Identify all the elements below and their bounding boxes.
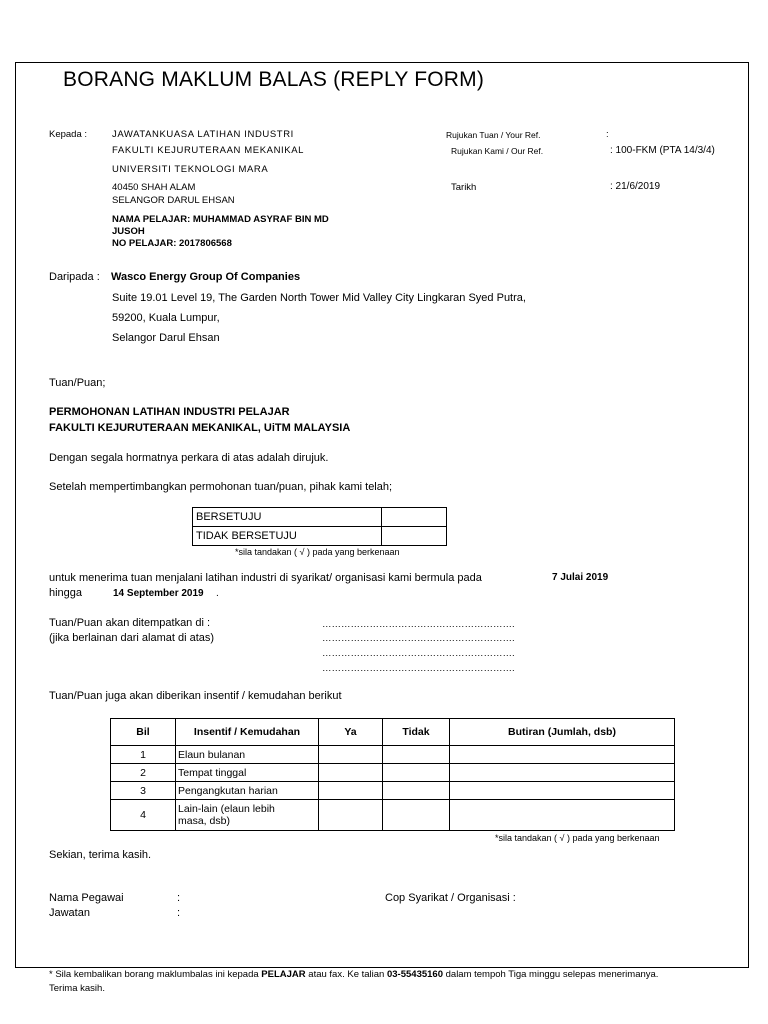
tidak-cell[interactable] <box>383 746 450 764</box>
recipient-line-5: SELANGOR DARUL EHSAN <box>112 195 235 206</box>
header-incentive: Insentif / Kemudahan <box>176 719 319 746</box>
decision-table <box>192 507 447 546</box>
placement-dots-2[interactable]: ……………………………………………………. <box>322 633 515 644</box>
table-row <box>111 764 675 782</box>
footer-middle: atau fax. Ke talian <box>308 969 385 980</box>
sender-address-2: 59200, Kuala Lumpur, <box>112 312 220 324</box>
recipient-label: Kepada : <box>49 129 88 140</box>
table-row <box>111 800 675 831</box>
date-label: Tarikh <box>451 182 477 193</box>
period-text: untuk menerima tuan menjalani latihan industri di syarikat/ organisasi kami bermula pada <box>49 572 482 584</box>
subject-line-2: FAKULTI KEJURUTERAAN MEKANIKAL, UiTM MALAYSIA <box>49 422 351 434</box>
position-label: Jawatan <box>49 907 90 919</box>
our-ref-value: : 100-FKM (PTA 14/3/4) <box>610 145 715 156</box>
our-ref-label: Rujukan Kami / Our Ref. <box>451 146 544 156</box>
footer-prefix: * Sila kembalikan borang maklumbalas ini kepada <box>49 969 259 980</box>
until-label: hingga <box>49 587 83 599</box>
placement-label: Tuan/Puan akan ditempatkan di : <box>49 617 211 629</box>
header-ya: Ya <box>319 719 383 746</box>
sender-address-3: Selangor Darul Ehsan <box>112 332 220 344</box>
placement-note: (jika berlainan dari alamat di atas) <box>49 632 215 644</box>
incentive-intro: Tuan/Puan juga akan diberikan insentif / kemudahan berikut <box>49 690 342 702</box>
details-cell[interactable] <box>450 746 675 764</box>
placement-dots-3[interactable]: ……………………………………………………. <box>322 648 515 659</box>
salutation: Tuan/Puan; <box>49 377 106 389</box>
date-value: : 21/6/2019 <box>610 181 661 192</box>
footer-instruction <box>49 969 658 980</box>
student-name: NAMA PELAJAR: MUHAMMAD ASYRAF BIN MD <box>112 214 329 225</box>
decision-note: *sila tandakan ( √ ) pada yang berkenaan <box>235 547 400 557</box>
recipient-line-3: UNIVERSITI TEKNOLOGI MARA <box>112 164 269 175</box>
placement-dots-1[interactable]: ……………………………………………………. <box>322 619 515 630</box>
subject-line-1: PERMOHONAN LATIHAN INDUSTRI PELAJAR <box>49 406 290 418</box>
decision-checkbox-agree[interactable] <box>382 508 447 527</box>
your-ref-label: Rujukan Tuan / Your Ref. <box>446 130 541 140</box>
row-number: 1 <box>111 746 176 764</box>
row-item: Elaun bulanan <box>176 746 319 764</box>
details-cell[interactable] <box>450 782 675 800</box>
table-row <box>111 782 675 800</box>
recipient-line-4: 40450 SHAH ALAM <box>112 182 196 193</box>
ya-cell[interactable] <box>319 764 383 782</box>
student-number: NO PELAJAR: 2017806568 <box>112 238 232 249</box>
your-ref-value: : <box>606 129 609 140</box>
decision-row <box>193 508 447 527</box>
placement-dots-4[interactable]: ……………………………………………………. <box>322 663 515 674</box>
header-details: Butiran (Jumlah, dsb) <box>450 719 675 746</box>
tidak-cell[interactable] <box>383 764 450 782</box>
row-number: 2 <box>111 764 176 782</box>
recipient-line-2: FAKULTI KEJURUTERAAN MEKANIKAL <box>112 145 305 156</box>
position-colon: : <box>177 907 181 919</box>
recipient-line-1: JAWATANKUASA LATIHAN INDUSTRI <box>112 129 294 140</box>
decision-row <box>193 527 447 546</box>
details-cell[interactable] <box>450 764 675 782</box>
ya-cell[interactable] <box>319 800 383 831</box>
ya-cell[interactable] <box>319 782 383 800</box>
closing: Sekian, terima kasih. <box>49 849 152 861</box>
footer-divider <box>15 967 749 968</box>
row-item: Pengangkutan harian <box>176 782 319 800</box>
company-stamp-label: Cop Syarikat / Organisasi : <box>385 892 516 904</box>
row-item-line-1: Lain-lain (elaun lebih <box>178 803 275 815</box>
sender-label: Daripada : <box>49 271 100 283</box>
footer-suffix: dalam tempoh Tiga minggu selepas menerimanya. <box>445 969 659 980</box>
sender-company: Wasco Energy Group Of Companies <box>111 271 301 283</box>
tidak-cell[interactable] <box>383 782 450 800</box>
footer-fax: 03-55435160 <box>386 969 443 980</box>
decision-checkbox-disagree[interactable] <box>382 527 447 546</box>
footer-student: PELAJAR <box>261 969 306 980</box>
footer-thanks: Terima kasih. <box>49 983 105 994</box>
officer-name-label: Nama Pegawai <box>49 892 124 904</box>
paragraph-reference: Dengan segala hormatnya perkara di atas adalah dirujuk. <box>49 452 329 464</box>
decision-option-disagree: TIDAK BERSETUJU <box>193 527 382 546</box>
details-cell[interactable] <box>450 800 675 831</box>
incentive-table <box>110 718 675 831</box>
row-item-line-2: masa, dsb) <box>178 815 230 827</box>
end-date-period: . <box>216 588 219 599</box>
row-item: Tempat tinggal <box>176 764 319 782</box>
tidak-cell[interactable] <box>383 800 450 831</box>
row-item <box>176 800 319 831</box>
student-name-cont: JUSOH <box>112 226 145 237</box>
end-date: 14 September 2019 <box>113 588 204 599</box>
row-number: 3 <box>111 782 176 800</box>
incentive-header-row <box>111 719 675 746</box>
table-row <box>111 746 675 764</box>
ya-cell[interactable] <box>319 746 383 764</box>
officer-name-colon: : <box>177 892 181 904</box>
start-date: 7 Julai 2019 <box>552 572 609 583</box>
row-number: 4 <box>111 800 176 831</box>
header-tidak: Tidak <box>383 719 450 746</box>
incentive-note: *sila tandakan ( √ ) pada yang berkenaan <box>495 833 660 843</box>
decision-option-agree: BERSETUJU <box>193 508 382 527</box>
form-title: BORANG MAKLUM BALAS (REPLY FORM) <box>63 68 485 91</box>
paragraph-consideration: Setelah mempertimbangkan permohonan tuan/puan, pihak kami telah; <box>49 481 393 493</box>
sender-address-1: Suite 19.01 Level 19, The Garden North Tower Mid Valley City Lingkaran Syed Putra, <box>112 292 526 304</box>
header-bil: Bil <box>111 719 176 746</box>
